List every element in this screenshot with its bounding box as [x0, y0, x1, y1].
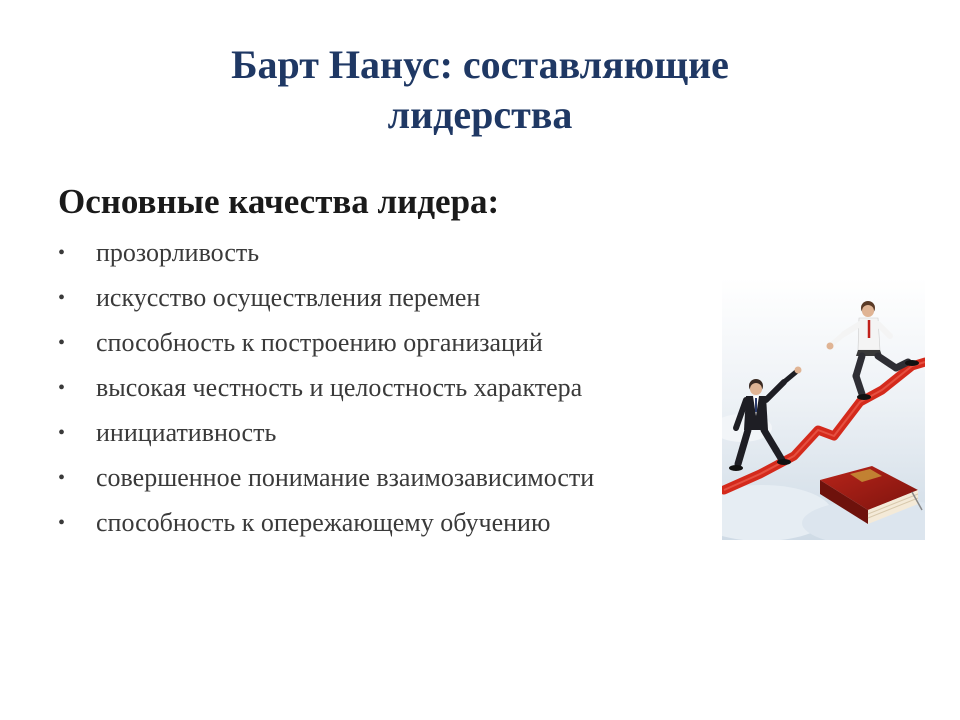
bullet-text: прозорливость	[96, 238, 260, 267]
bullet-icon: •	[58, 422, 66, 444]
bullet-item	[58, 322, 594, 367]
bullet-icon: •	[58, 512, 66, 534]
bullet-text: искусство осуществления перемен	[96, 283, 481, 312]
bullet-text: высокая честность и целостность характера	[96, 373, 583, 402]
bullet-item	[58, 277, 594, 322]
bullet-text: способность к опережающему обучению	[96, 508, 551, 537]
bullet-item	[58, 367, 594, 412]
bullet-icon: •	[58, 242, 66, 264]
bullet-item	[58, 502, 594, 547]
slide-title-line-1: Барт Нанус: составляющие	[231, 42, 729, 87]
bullet-text: способность к построению организаций	[96, 328, 543, 357]
bullet-item	[58, 457, 594, 502]
slide-subtitle: Основные качества лидера:	[58, 182, 500, 221]
slide-title-line-2: лидерства	[387, 92, 573, 137]
bullet-icon: •	[58, 377, 66, 399]
leadership-illustration	[722, 278, 925, 540]
bullet-item	[58, 232, 594, 277]
slide-title	[60, 40, 900, 140]
bullet-icon: •	[58, 467, 66, 489]
bullet-text: совершенное понимание взаимозависимости	[96, 463, 595, 492]
bullet-text: инициативность	[96, 418, 277, 447]
bullet-list	[58, 232, 594, 547]
bullet-icon: •	[58, 287, 66, 309]
bullet-icon: •	[58, 332, 66, 354]
bullet-item	[58, 412, 594, 457]
